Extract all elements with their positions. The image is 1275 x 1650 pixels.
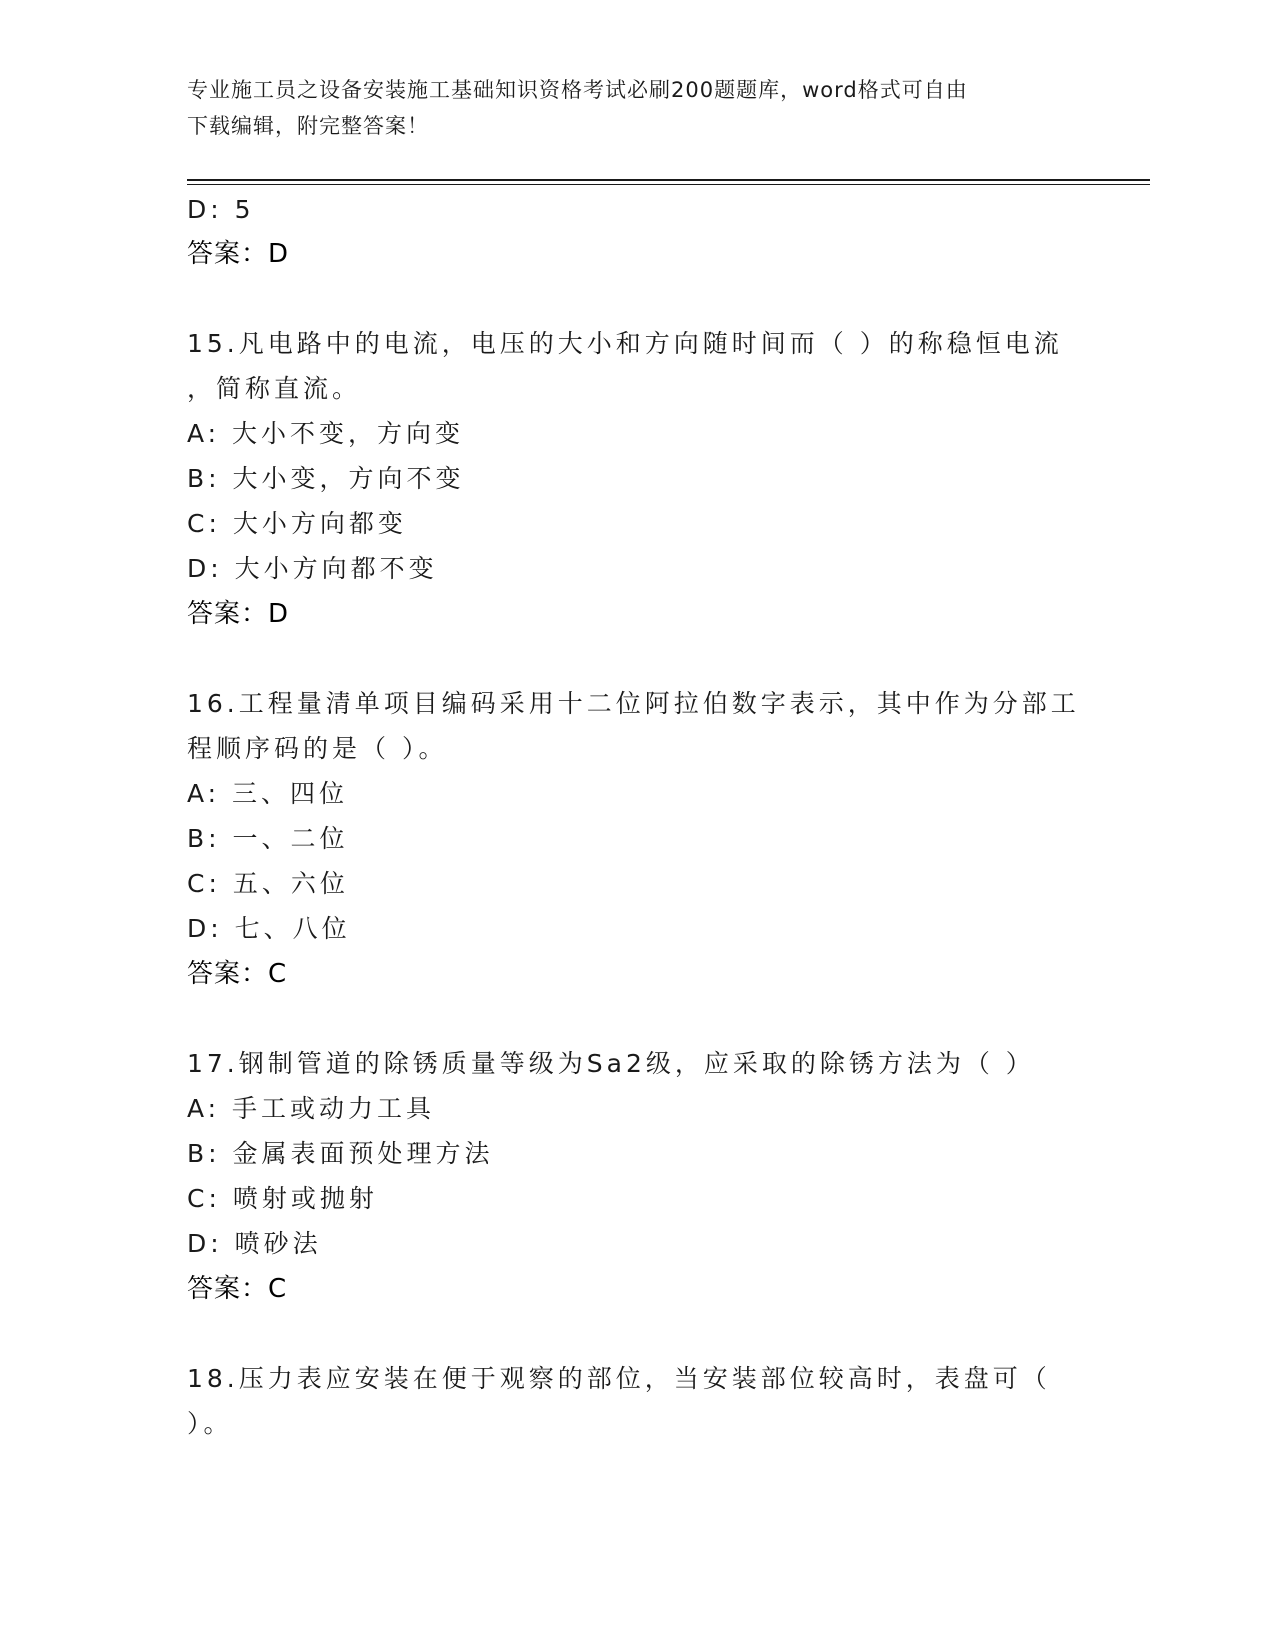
prev-question-option-d: D: 5: [187, 195, 255, 224]
q15-option-a: A: 大小不变，方向变: [187, 419, 465, 448]
q16-option-b: B: 一、二位: [187, 824, 349, 853]
q15-answer: 答案：D: [187, 599, 290, 629]
q15-option-d: D: 大小方向都不变: [187, 554, 438, 583]
prev-question-answer: 答案：D: [187, 239, 290, 269]
q18-stem-line-1: 18.压力表应安装在便于观察的部位，当安装部位较高时，表盘可（: [187, 1364, 1051, 1393]
header-divider-thin: [187, 184, 1150, 185]
q18-stem-line-2: ）。: [187, 1409, 233, 1438]
q16-option-c: C: 五、六位: [187, 869, 349, 898]
header-title-line-1: 专业施工员之设备安装施工基础知识资格考试必刷200题题库，word格式可自由: [187, 78, 968, 102]
q16-stem-line-2: 程顺序码的是（ ）。: [187, 734, 448, 763]
q16-answer: 答案：C: [187, 959, 288, 989]
q15-stem-line-2: ，简称直流。: [187, 374, 362, 403]
q17-option-c: C: 喷射或抛射: [187, 1184, 378, 1213]
q16-option-d: D: 七、八位: [187, 914, 351, 943]
q15-stem-line-1: 15.凡电路中的电流，电压的大小和方向随时间而（ ）的称稳恒电流: [187, 329, 1063, 358]
q17-answer: 答案：C: [187, 1274, 288, 1304]
q17-option-d: D: 喷砂法: [187, 1229, 322, 1258]
q17-option-b: B: 金属表面预处理方法: [187, 1139, 494, 1168]
document-header: [187, 72, 1087, 144]
q17-option-a: A: 手工或动力工具: [187, 1094, 436, 1123]
q17-stem-line-1: 17.钢制管道的除锈质量等级为Sa2级，应采取的除锈方法为（ ）: [187, 1049, 1035, 1078]
q15-option-c: C: 大小方向都变: [187, 509, 407, 538]
q16-stem-line-1: 16.工程量清单项目编码采用十二位阿拉伯数字表示，其中作为分部工: [187, 689, 1080, 718]
header-title-line-2: 下载编辑，附完整答案！: [187, 114, 429, 138]
q15-option-b: B: 大小变，方向不变: [187, 464, 465, 493]
header-divider-thick: [187, 179, 1150, 181]
q16-option-a: A: 三、四位: [187, 779, 349, 808]
